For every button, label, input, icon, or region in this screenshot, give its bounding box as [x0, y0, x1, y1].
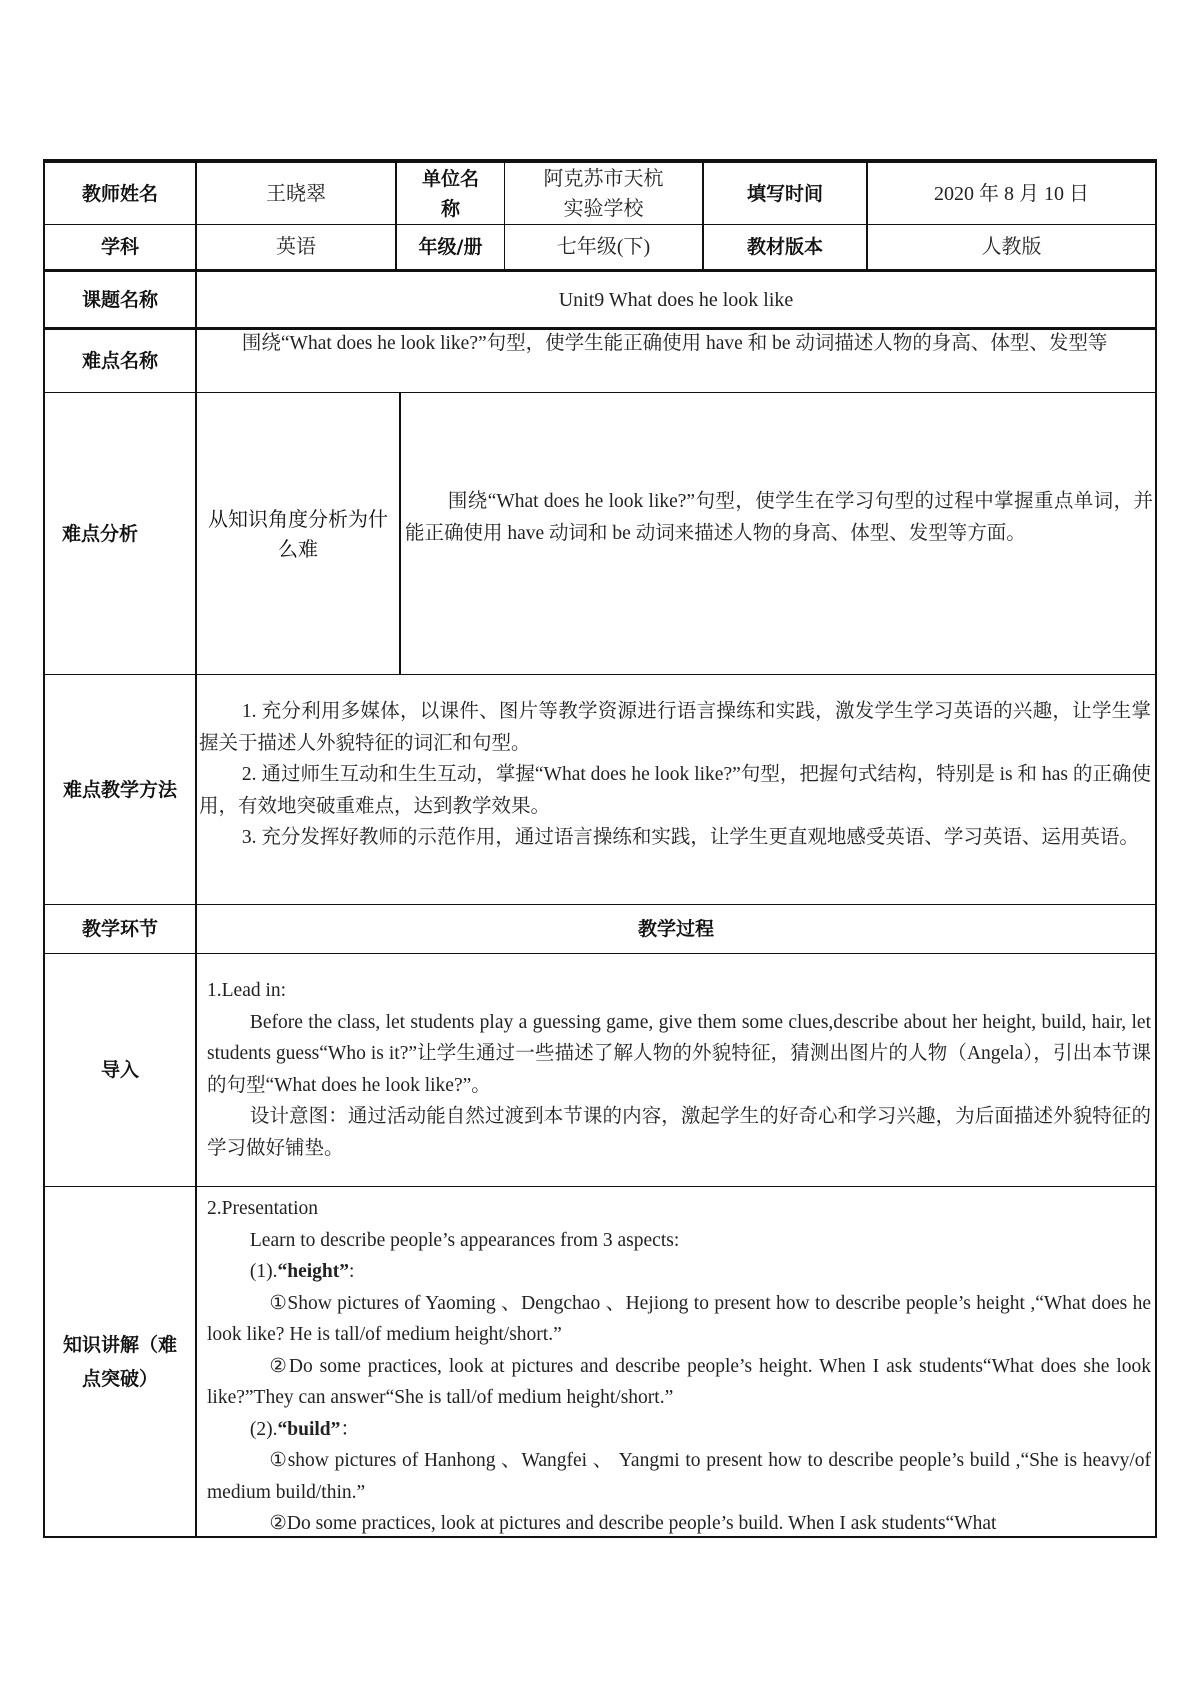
presentation-intro: Learn to describe people’s appearances from 3 aspects:: [249, 1229, 680, 1251]
teacher-name: 王晓翠: [266, 182, 326, 205]
height-step-2: ②Do some practices, look at pictures and describe people’s height. When I ask students“What does she look like?”They can answer“She is tall/of medium height/short.”: [207, 1355, 1151, 1408]
heading-number: (2).: [249, 1418, 278, 1440]
method-item: 3. 充分发挥好教师的示范作用，通过语言操练和实践，让学生更直观地感受英语、学习英语、运用英语。: [241, 827, 1139, 848]
build-heading: [207, 1414, 1151, 1446]
divider: [399, 392, 401, 675]
lead-in-content: [207, 975, 1151, 1164]
topic-value: Unit9 What does he look like: [558, 288, 794, 311]
date-label: 填写时间: [746, 182, 823, 205]
method-list: [199, 696, 1151, 854]
lead-in-design-intent: 设计意图：通过活动能自然过渡到本节课的内容，激起学生的好奇心和学习兴趣，为后面描述外貌特征的学习做好铺垫。: [207, 1106, 1151, 1159]
method-item: 1. 充分利用多媒体，以课件、图片等教学资源进行语言操练和实践，激发学生学习英语的兴趣，让学生掌握关于描述人外貌特征的词汇和句型。: [199, 701, 1151, 754]
divider: [45, 674, 1155, 675]
lead-in-label: 导入: [100, 1059, 139, 1081]
heading-colon: ：: [340, 1418, 360, 1440]
grade-label: 年级/册: [418, 236, 483, 258]
heading-term: “height”: [277, 1261, 350, 1282]
divider: [195, 163, 197, 1536]
build-step-2: ②Do some practices, look at pictures and describe people’s build. When I ask students“What: [269, 1513, 997, 1534]
difficulty-value: 围绕“What does he look like?”句型，使学生能正确使用 have 和 be 动词描述人物的身高、体型、发型等: [241, 333, 1108, 354]
date-value: 2020 年 8 月 10 日: [934, 182, 1089, 205]
analysis-sublabel: 从知识角度分析为什么难: [208, 506, 388, 561]
build-step-1: ①show pictures of Hanhong 、Wangfei 、 Yangmi to present how to describe people’s build ,“She is heavy/of medium build/thin.”: [207, 1450, 1151, 1503]
analysis-value: 围绕“What does he look like?”句型，使学生在学习句型的过程中掌握重点单词，并能正确使用 have 动词和 be 动词来描述人物的身高、体型、发型等方面。: [405, 491, 1153, 544]
heading-number: (1).: [249, 1261, 278, 1282]
grade-value: 七年级(下): [556, 236, 651, 258]
lesson-plan-table: [43, 159, 1157, 1538]
topic-label: 课题名称: [81, 288, 158, 311]
height-step-1: ①Show pictures of Yaoming 、Dengchao 、Hejiong to present how to describe people’s height ,“What does he look like? He is tall/of medium height/short.”: [207, 1292, 1151, 1345]
teacher-label: 教师姓名: [81, 182, 158, 205]
edition-label: 教材版本: [746, 236, 823, 258]
subject-value: 英语: [276, 236, 316, 258]
unit-name: 阿克苏市天杭实验学校: [543, 167, 664, 220]
lead-in-title: 1.Lead in:: [207, 980, 287, 1001]
height-heading: [207, 1256, 1151, 1288]
heading-term: “build”: [277, 1418, 341, 1440]
subject-label: 学科: [100, 236, 139, 258]
presentation-title: 2.Presentation: [207, 1198, 319, 1219]
divider: [45, 1186, 1155, 1187]
edition-value: 人教版: [981, 236, 1042, 258]
unit-label: 单位名称: [421, 167, 479, 220]
lead-in-paragraph: Before the class, let students play a guessing game, give them some clues,describe about her height, build, hair, let students guess“Who is it?”让学生通过一些描述了解人物的外貌特征，猜测出图片的人物（Angela），引出本节课的句型“What does he look like?”。: [207, 1011, 1151, 1096]
difficulty-label: 难点名称: [81, 350, 158, 372]
divider: [45, 953, 1155, 954]
analysis-label: 难点分析: [61, 522, 138, 545]
process-stage-header: 教学环节: [81, 918, 158, 940]
presentation-label: 知识讲解（难点突破）: [63, 1334, 178, 1390]
method-item: 2. 通过师生互动和生生互动，掌握“What does he look like?”句型，把握句式结构，特别是 is 和 has 的正确使用，有效地突破重难点，达到教学效果。: [199, 764, 1151, 817]
heading-colon: :: [349, 1261, 355, 1282]
method-label: 难点教学方法: [62, 778, 177, 801]
presentation-content: [207, 1193, 1151, 1540]
process-header: 教学过程: [637, 918, 714, 940]
